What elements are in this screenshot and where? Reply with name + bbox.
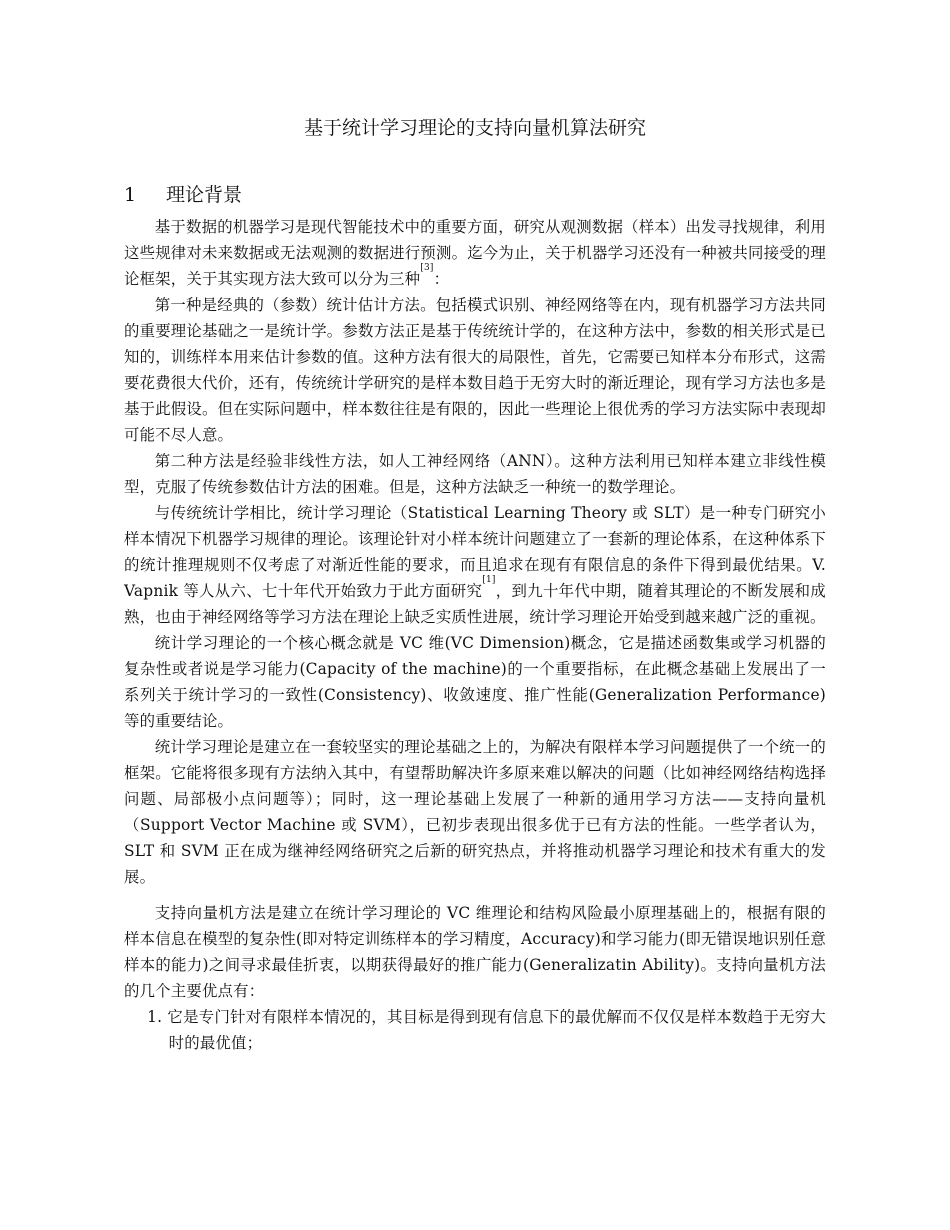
paragraph-text-tail: ，到九十年代中期，随着其理论的不断发展和成熟，也由于神经网络等学习方法在理论上缺乏实质性进展，统计学习理论开始受到越来越广泛的重视。: [124, 582, 826, 626]
section-number: 1: [124, 184, 137, 206]
section-title: 理论背景: [166, 184, 243, 206]
list-item: [124, 1004, 826, 1056]
paragraph-slt: [124, 500, 826, 630]
paragraph-framework: 统计学习理论是建立在一套较坚实的理论基础之上的，为解决有限样本学习问题提供了一个统一的框架。它能将很多现有方法纳入其中，有望帮助解决许多原来难以解决的问题（比如神经网络结构选择问题、局部极小点问题等）；同时，这一理论基础上发展了一种新的通用学习方法——支持向量机（Support Vector Machine 或 SVM），已初步表现出很多优于已有方法的性能。一些学者认为，SLT 和 SVM 正在成为继神经网络研究之后新的研究热点，并将推动机器学习理论和技术有重大的发展。: [124, 738, 826, 886]
paragraph-vc-dimension: 统计学习理论的一个核心概念就是 VC 维(VC Dimension)概念，它是描述函数集或学习机器的复杂性或者说是学习能力(Capacity of the machine)的一个重要指标，在此概念基础上发展出了一系列关于统计学习的一致性(Consistency)、收敛速度、推广性能(Generalization Performance)等的重要结论。: [124, 634, 826, 730]
paragraph-parametric: 第一种是经典的（参数）统计估计方法。包括模式识别、神经网络等在内，现有机器学习方法共同的重要理论基础之一是统计学。参数方法正是基于传统统计学的，在这种方法中，参数的相关形式是已知的，训练样本用来估计参数的值。这种方法有很大的局限性，首先，它需要已知样本分布形式，这需要花费很大代价，还有，传统统计学研究的是样本数目趋于无穷大时的渐近理论，现有学习方法也多是基于此假设。但在实际问题中，样本数往往是有限的，因此一些理论上很优秀的学习方法实际中表现却可能不尽人意。: [124, 296, 826, 444]
citation: [3]: [420, 263, 434, 273]
paragraph-svm: 支持向量机方法是建立在统计学习理论的 VC 维理论和结构风险最小原理基础上的，根据有限的样本信息在模型的复杂性(即对特定训练样本的学习精度，Accuracy)和学习能力(即无错误地识别任意样本的能力)之间寻求最佳折衷，以期获得最好的推广能力(Generalizatin Ability)。支持向量机方法的几个主要优点有：: [124, 904, 826, 1000]
paragraph-intro: [124, 214, 826, 292]
list-item-text: 它是专门针对有限样本情况的，其目标是得到现有信息下的最优解而不仅仅是样本数趋于无穷大时的最优值；: [167, 1008, 826, 1052]
paragraph-text: 与传统统计学相比，统计学习理论（Statistical Learning Theory 或 SLT）是一种专门研究小样本情况下机器学习规律的理论。该理论针对小样本统计问题建立了一套新的理论体系，在这种体系下的统计推理规则不仅考虑了对渐近性能的要求，而且追求在现有有限信息的条件下得到最优结果。V. Vapnik 等人从六、七十年代开始致力于此方面研究: [124, 504, 826, 600]
paragraph-nonlinear: 第二种方法是经验非线性方法，如人工神经网络（ANN）。这种方法利用已知样本建立非线性模型，克服了传统参数估计方法的困难。但是，这种方法缺乏一种统一的数学理论。: [124, 452, 826, 496]
document-body: [124, 214, 826, 1056]
document-title: 基于统计学习理论的支持向量机算法研究: [303, 117, 646, 139]
section-heading: [124, 180, 242, 210]
list-marker: 1.: [147, 1008, 163, 1026]
citation: [1]: [482, 575, 496, 585]
paragraph-text-tail: ：: [433, 270, 450, 288]
paragraph-text: 基于数据的机器学习是现代智能技术中的重要方面，研究从观测数据（样本）出发寻找规律，利用这些规律对未来数据或无法观测的数据进行预测。迄今为止，关于机器学习还没有一种被共同接受的理论框架，关于其实现方法大致可以分为三种: [124, 218, 826, 288]
